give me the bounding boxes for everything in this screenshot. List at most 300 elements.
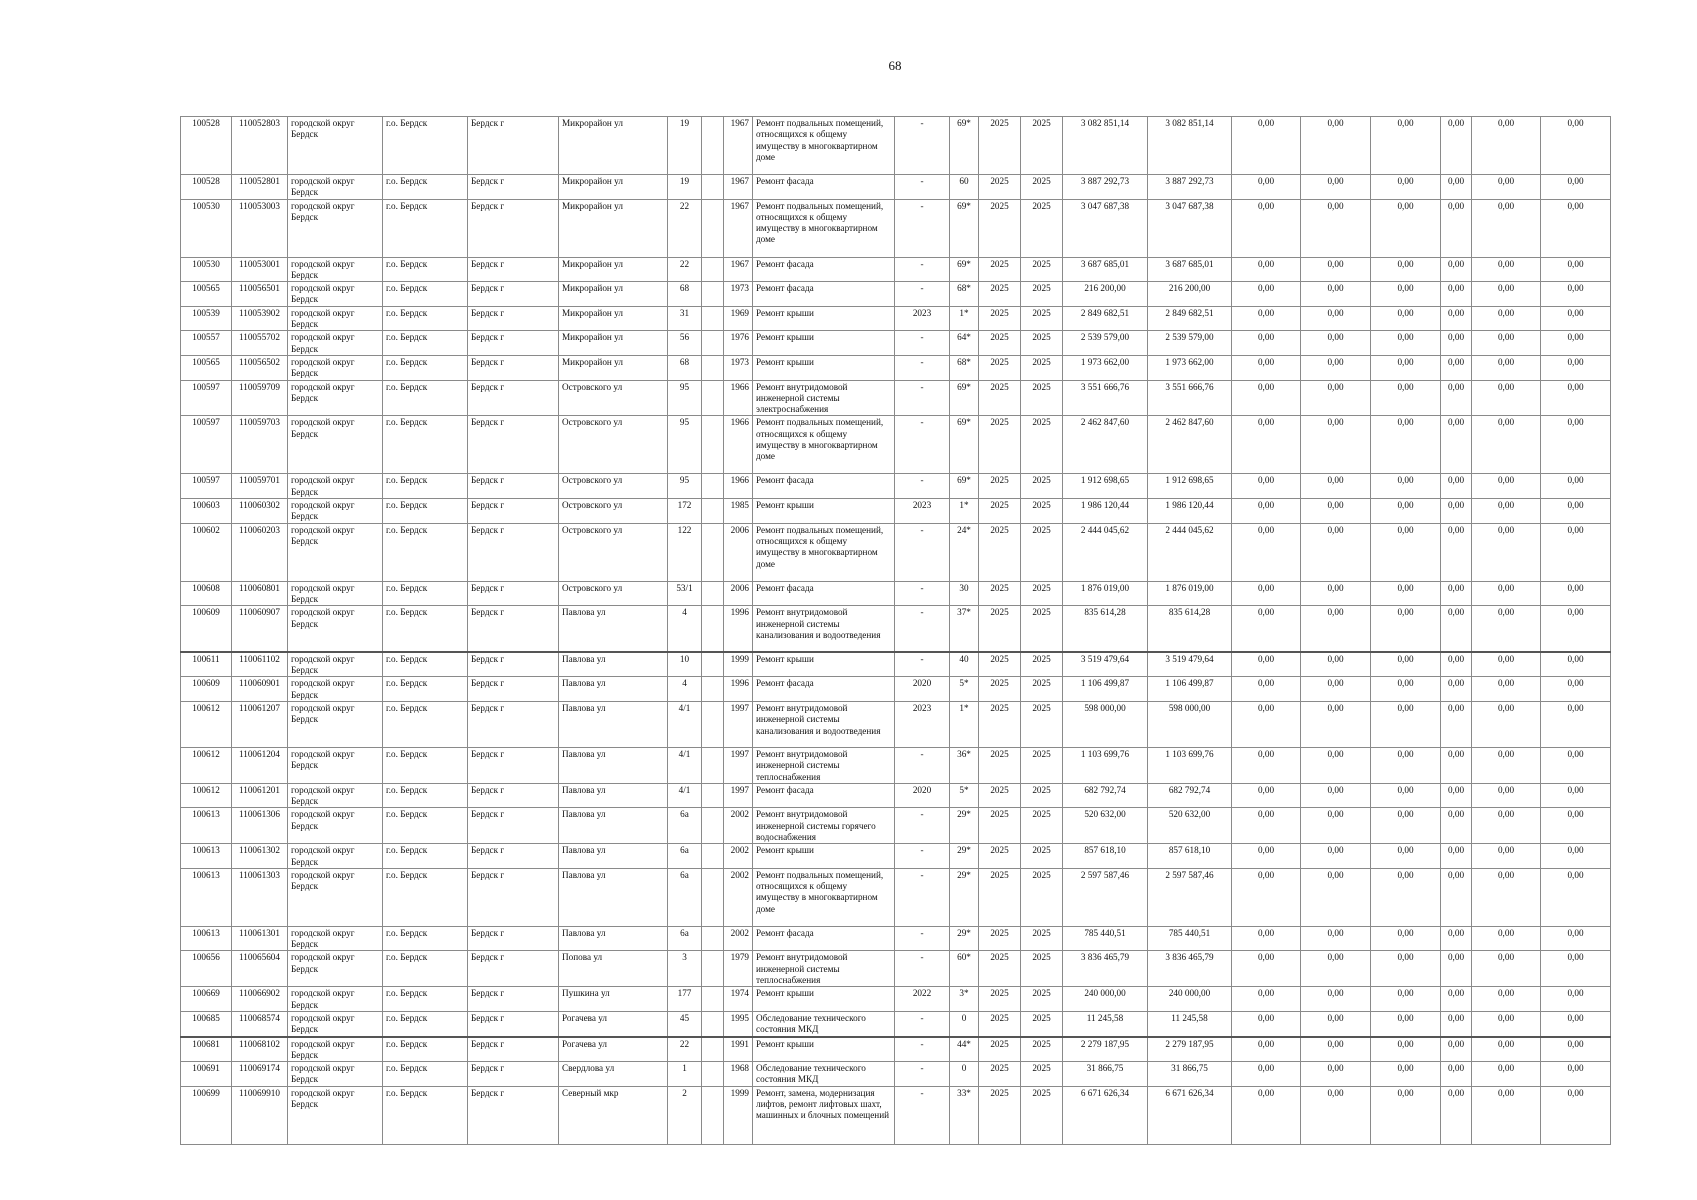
amount-b-cell: 0,00 xyxy=(1301,606,1371,652)
code-cell: 110052803 xyxy=(232,117,288,175)
year-cell: 1991 xyxy=(724,1037,753,1062)
work-type-cell: Ремонт фасада xyxy=(753,282,895,307)
street-cell: Павлова ул xyxy=(559,926,668,951)
plan-year-end-cell: 2025 xyxy=(1021,117,1063,175)
amount-e-cell: 0,00 xyxy=(1472,257,1541,282)
amount-e-cell: 0,00 xyxy=(1472,523,1541,581)
amount-f-cell: 0,00 xyxy=(1541,282,1611,307)
year-cell: 1968 xyxy=(724,1062,753,1087)
priority-cell: 0 xyxy=(950,1011,979,1036)
code-cell: 110061207 xyxy=(232,701,288,747)
work-type-cell: Ремонт внутридомовой инженерной системы канализования и водоотведения xyxy=(753,701,895,747)
street-cell: Павлова ул xyxy=(559,747,668,783)
amount-f-cell: 0,00 xyxy=(1541,199,1611,257)
amount-e-cell: 0,00 xyxy=(1472,606,1541,652)
amount-f-cell: 0,00 xyxy=(1541,474,1611,499)
amount-f-cell: 0,00 xyxy=(1541,306,1611,331)
work-type-cell: Ремонт крыши xyxy=(753,1037,895,1062)
code-cell: 110061302 xyxy=(232,844,288,869)
table-row xyxy=(181,987,1611,1012)
table-row xyxy=(181,199,1611,257)
amount-a-cell: 0,00 xyxy=(1232,926,1301,951)
plan-year-end-cell: 2025 xyxy=(1021,808,1063,844)
amount-d-cell: 0,00 xyxy=(1441,783,1472,808)
house-cell: 31 xyxy=(668,306,702,331)
priority-cell: 69* xyxy=(950,117,979,175)
year-cell: 1997 xyxy=(724,747,753,783)
work-type-cell: Ремонт фасада xyxy=(753,677,895,702)
total-cost-cell: 3 887 292,73 xyxy=(1063,175,1148,200)
code-cell: 110060901 xyxy=(232,677,288,702)
plan-year-end-cell: 2025 xyxy=(1021,987,1063,1012)
amount-d-cell: 0,00 xyxy=(1441,987,1472,1012)
table-row xyxy=(181,747,1611,783)
amount-a-cell: 0,00 xyxy=(1232,474,1301,499)
amount-b-cell: 0,00 xyxy=(1301,701,1371,747)
mo-cell: г.о. Бердск xyxy=(383,868,468,926)
amount-f-cell: 0,00 xyxy=(1541,606,1611,652)
amount-a-cell: 0,00 xyxy=(1232,652,1301,677)
priority-cell: 5* xyxy=(950,677,979,702)
amount-c-cell: 0,00 xyxy=(1371,523,1441,581)
amount-c-cell: 0,00 xyxy=(1371,808,1441,844)
house-cell: 122 xyxy=(668,523,702,581)
plan-year-end-cell: 2025 xyxy=(1021,523,1063,581)
code-cell: 110055702 xyxy=(232,331,288,356)
amount-a-cell: 0,00 xyxy=(1232,1037,1301,1062)
prev-year-cell: - xyxy=(895,257,950,282)
table-row xyxy=(181,926,1611,951)
amount-b-cell: 0,00 xyxy=(1301,199,1371,257)
amount-f-cell: 0,00 xyxy=(1541,581,1611,606)
blank-cell xyxy=(702,701,724,747)
municipality-cell: городской округ Бердск xyxy=(288,117,383,175)
blank-cell xyxy=(702,117,724,175)
plan-year-start-cell: 2025 xyxy=(979,355,1021,380)
row-id-cell: 100656 xyxy=(181,951,232,987)
amount-d-cell: 0,00 xyxy=(1441,677,1472,702)
year-cell: 1976 xyxy=(724,331,753,356)
code-cell: 110061204 xyxy=(232,747,288,783)
priority-cell: 69* xyxy=(950,380,979,416)
amount-f-cell: 0,00 xyxy=(1541,175,1611,200)
plan-year-end-cell: 2025 xyxy=(1021,474,1063,499)
amount-a-cell: 0,00 xyxy=(1232,783,1301,808)
year-cell: 1973 xyxy=(724,355,753,380)
mo-cell: г.о. Бердск xyxy=(383,844,468,869)
year-cell: 1974 xyxy=(724,987,753,1012)
amount-b-cell: 0,00 xyxy=(1301,808,1371,844)
blank-cell xyxy=(702,652,724,677)
amount-c-cell: 0,00 xyxy=(1371,282,1441,307)
amount-c-cell: 0,00 xyxy=(1371,951,1441,987)
city-cell: Бердск г xyxy=(468,499,559,524)
work-type-cell: Ремонт внутридомовой инженерной системы теплоснабжения xyxy=(753,951,895,987)
row-id-cell: 100609 xyxy=(181,677,232,702)
total-cost-cell: 1 876 019,00 xyxy=(1063,581,1148,606)
blank-cell xyxy=(702,1037,724,1062)
year-cell: 2006 xyxy=(724,581,753,606)
code-cell: 110069174 xyxy=(232,1062,288,1087)
amount-c-cell: 0,00 xyxy=(1371,306,1441,331)
year-cell: 1969 xyxy=(724,306,753,331)
table-row xyxy=(181,306,1611,331)
blank-cell xyxy=(702,1011,724,1036)
prev-year-cell: 2023 xyxy=(895,499,950,524)
table-row xyxy=(181,581,1611,606)
year-cell: 1966 xyxy=(724,380,753,416)
fund-cost-cell: 31 866,75 xyxy=(1148,1062,1232,1087)
blank-cell xyxy=(702,581,724,606)
amount-e-cell: 0,00 xyxy=(1472,117,1541,175)
plan-year-start-cell: 2025 xyxy=(979,1062,1021,1087)
amount-b-cell: 0,00 xyxy=(1301,257,1371,282)
plan-year-end-cell: 2025 xyxy=(1021,380,1063,416)
plan-year-start-cell: 2025 xyxy=(979,117,1021,175)
row-id-cell: 100609 xyxy=(181,606,232,652)
total-cost-cell: 2 597 587,46 xyxy=(1063,868,1148,926)
street-cell: Свердлова ул xyxy=(559,1062,668,1087)
amount-d-cell: 0,00 xyxy=(1441,380,1472,416)
plan-year-start-cell: 2025 xyxy=(979,175,1021,200)
fund-cost-cell: 1 876 019,00 xyxy=(1148,581,1232,606)
blank-cell xyxy=(702,1086,724,1144)
total-cost-cell: 2 849 682,51 xyxy=(1063,306,1148,331)
priority-cell: 24* xyxy=(950,523,979,581)
fund-cost-cell: 1 973 662,00 xyxy=(1148,355,1232,380)
city-cell: Бердск г xyxy=(468,783,559,808)
year-cell: 1967 xyxy=(724,117,753,175)
plan-year-end-cell: 2025 xyxy=(1021,1011,1063,1036)
street-cell: Павлова ул xyxy=(559,783,668,808)
code-cell: 110059709 xyxy=(232,380,288,416)
fund-cost-cell: 3 047 687,38 xyxy=(1148,199,1232,257)
amount-c-cell: 0,00 xyxy=(1371,747,1441,783)
amount-e-cell: 0,00 xyxy=(1472,677,1541,702)
prev-year-cell: - xyxy=(895,355,950,380)
fund-cost-cell: 835 614,28 xyxy=(1148,606,1232,652)
amount-c-cell: 0,00 xyxy=(1371,499,1441,524)
house-cell: 95 xyxy=(668,380,702,416)
house-cell: 4 xyxy=(668,606,702,652)
priority-cell: 0 xyxy=(950,1062,979,1087)
priority-cell: 3* xyxy=(950,987,979,1012)
row-id-cell: 100669 xyxy=(181,987,232,1012)
year-cell: 2002 xyxy=(724,808,753,844)
amount-e-cell: 0,00 xyxy=(1472,783,1541,808)
street-cell: Рогачева ул xyxy=(559,1037,668,1062)
row-id-cell: 100539 xyxy=(181,306,232,331)
municipality-cell: городской округ Бердск xyxy=(288,331,383,356)
street-cell: Пушкина ул xyxy=(559,987,668,1012)
mo-cell: г.о. Бердск xyxy=(383,926,468,951)
amount-e-cell: 0,00 xyxy=(1472,652,1541,677)
total-cost-cell: 598 000,00 xyxy=(1063,701,1148,747)
code-cell: 110053902 xyxy=(232,306,288,331)
street-cell: Павлова ул xyxy=(559,652,668,677)
work-type-cell: Ремонт фасада xyxy=(753,175,895,200)
priority-cell: 33* xyxy=(950,1086,979,1144)
amount-e-cell: 0,00 xyxy=(1472,355,1541,380)
blank-cell xyxy=(702,987,724,1012)
street-cell: Павлова ул xyxy=(559,701,668,747)
street-cell: Микрорайон ул xyxy=(559,331,668,356)
blank-cell xyxy=(702,868,724,926)
fund-cost-cell: 598 000,00 xyxy=(1148,701,1232,747)
page-number: 68 xyxy=(888,58,902,73)
work-type-cell: Ремонт крыши xyxy=(753,355,895,380)
amount-f-cell: 0,00 xyxy=(1541,523,1611,581)
table-row xyxy=(181,951,1611,987)
municipality-cell: городской округ Бердск xyxy=(288,606,383,652)
house-cell: 19 xyxy=(668,117,702,175)
amount-d-cell: 0,00 xyxy=(1441,701,1472,747)
year-cell: 1999 xyxy=(724,652,753,677)
plan-year-end-cell: 2025 xyxy=(1021,606,1063,652)
work-type-cell: Ремонт крыши xyxy=(753,499,895,524)
priority-cell: 1* xyxy=(950,701,979,747)
amount-c-cell: 0,00 xyxy=(1371,1062,1441,1087)
plan-year-end-cell: 2025 xyxy=(1021,951,1063,987)
amount-b-cell: 0,00 xyxy=(1301,868,1371,926)
amount-b-cell: 0,00 xyxy=(1301,416,1371,474)
amount-d-cell: 0,00 xyxy=(1441,416,1472,474)
mo-cell: г.о. Бердск xyxy=(383,606,468,652)
priority-cell: 40 xyxy=(950,652,979,677)
prev-year-cell: - xyxy=(895,199,950,257)
house-cell: 53/1 xyxy=(668,581,702,606)
amount-f-cell: 0,00 xyxy=(1541,1037,1611,1062)
city-cell: Бердск г xyxy=(468,199,559,257)
amount-f-cell: 0,00 xyxy=(1541,1062,1611,1087)
plan-year-start-cell: 2025 xyxy=(979,677,1021,702)
amount-f-cell: 0,00 xyxy=(1541,331,1611,356)
total-cost-cell: 11 245,58 xyxy=(1063,1011,1148,1036)
plan-year-start-cell: 2025 xyxy=(979,416,1021,474)
amount-b-cell: 0,00 xyxy=(1301,474,1371,499)
plan-year-end-cell: 2025 xyxy=(1021,844,1063,869)
row-id-cell: 100528 xyxy=(181,117,232,175)
total-cost-cell: 3 836 465,79 xyxy=(1063,951,1148,987)
city-cell: Бердск г xyxy=(468,652,559,677)
fund-cost-cell: 2 539 579,00 xyxy=(1148,331,1232,356)
municipality-cell: городской округ Бердск xyxy=(288,1011,383,1036)
row-id-cell: 100612 xyxy=(181,747,232,783)
amount-e-cell: 0,00 xyxy=(1472,1011,1541,1036)
work-type-cell: Ремонт внутридомовой инженерной системы теплоснабжения xyxy=(753,747,895,783)
fund-cost-cell: 2 279 187,95 xyxy=(1148,1037,1232,1062)
amount-c-cell: 0,00 xyxy=(1371,652,1441,677)
code-cell: 110068102 xyxy=(232,1037,288,1062)
total-cost-cell: 3 082 851,14 xyxy=(1063,117,1148,175)
amount-f-cell: 0,00 xyxy=(1541,355,1611,380)
amount-b-cell: 0,00 xyxy=(1301,331,1371,356)
amount-b-cell: 0,00 xyxy=(1301,523,1371,581)
amount-e-cell: 0,00 xyxy=(1472,331,1541,356)
amount-a-cell: 0,00 xyxy=(1232,175,1301,200)
amount-d-cell: 0,00 xyxy=(1441,175,1472,200)
house-cell: 6а xyxy=(668,926,702,951)
street-cell: Островского ул xyxy=(559,416,668,474)
code-cell: 110066902 xyxy=(232,987,288,1012)
total-cost-cell: 520 632,00 xyxy=(1063,808,1148,844)
fund-cost-cell: 6 671 626,34 xyxy=(1148,1086,1232,1144)
amount-f-cell: 0,00 xyxy=(1541,951,1611,987)
street-cell: Микрорайон ул xyxy=(559,306,668,331)
row-id-cell: 100530 xyxy=(181,199,232,257)
plan-year-end-cell: 2025 xyxy=(1021,926,1063,951)
work-type-cell: Ремонт, замена, модернизация лифтов, ремонт лифтовых шахт, машинных и блочных помещений xyxy=(753,1086,895,1144)
priority-cell: 60* xyxy=(950,951,979,987)
mo-cell: г.о. Бердск xyxy=(383,523,468,581)
city-cell: Бердск г xyxy=(468,523,559,581)
priority-cell: 29* xyxy=(950,868,979,926)
amount-e-cell: 0,00 xyxy=(1472,474,1541,499)
work-type-cell: Ремонт подвальных помещений, относящихся к общему имуществу в многоквартирном доме xyxy=(753,416,895,474)
plan-year-end-cell: 2025 xyxy=(1021,1037,1063,1062)
code-cell: 110052801 xyxy=(232,175,288,200)
prev-year-cell: - xyxy=(895,117,950,175)
amount-d-cell: 0,00 xyxy=(1441,1011,1472,1036)
amount-b-cell: 0,00 xyxy=(1301,355,1371,380)
fund-cost-cell: 1 912 698,65 xyxy=(1148,474,1232,499)
year-cell: 2002 xyxy=(724,868,753,926)
row-id-cell: 100557 xyxy=(181,331,232,356)
year-cell: 1966 xyxy=(724,474,753,499)
row-id-cell: 100685 xyxy=(181,1011,232,1036)
prev-year-cell: - xyxy=(895,652,950,677)
row-id-cell: 100603 xyxy=(181,499,232,524)
work-type-cell: Обследование технического состояния МКД xyxy=(753,1011,895,1036)
amount-a-cell: 0,00 xyxy=(1232,868,1301,926)
amount-d-cell: 0,00 xyxy=(1441,606,1472,652)
work-type-cell: Ремонт подвальных помещений, относящихся к общему имуществу в многоквартирном доме xyxy=(753,199,895,257)
amount-f-cell: 0,00 xyxy=(1541,747,1611,783)
table-row xyxy=(181,257,1611,282)
amount-f-cell: 0,00 xyxy=(1541,677,1611,702)
amount-f-cell: 0,00 xyxy=(1541,701,1611,747)
amount-e-cell: 0,00 xyxy=(1472,1062,1541,1087)
code-cell: 110056502 xyxy=(232,355,288,380)
street-cell: Павлова ул xyxy=(559,677,668,702)
amount-e-cell: 0,00 xyxy=(1472,701,1541,747)
amount-a-cell: 0,00 xyxy=(1232,355,1301,380)
amount-f-cell: 0,00 xyxy=(1541,117,1611,175)
amount-f-cell: 0,00 xyxy=(1541,783,1611,808)
table-row xyxy=(181,175,1611,200)
year-cell: 1997 xyxy=(724,701,753,747)
code-cell: 110053003 xyxy=(232,199,288,257)
work-type-cell: Обследование технического состояния МКД xyxy=(753,1062,895,1087)
municipality-cell: городской округ Бердск xyxy=(288,199,383,257)
amount-e-cell: 0,00 xyxy=(1472,926,1541,951)
mo-cell: г.о. Бердск xyxy=(383,499,468,524)
row-id-cell: 100602 xyxy=(181,523,232,581)
total-cost-cell: 835 614,28 xyxy=(1063,606,1148,652)
fund-cost-cell: 785 440,51 xyxy=(1148,926,1232,951)
amount-c-cell: 0,00 xyxy=(1371,117,1441,175)
amount-b-cell: 0,00 xyxy=(1301,677,1371,702)
fund-cost-cell: 857 618,10 xyxy=(1148,844,1232,869)
table-row xyxy=(181,1037,1611,1062)
amount-a-cell: 0,00 xyxy=(1232,416,1301,474)
prev-year-cell: 2023 xyxy=(895,701,950,747)
city-cell: Бердск г xyxy=(468,926,559,951)
house-cell: 1 xyxy=(668,1062,702,1087)
amount-e-cell: 0,00 xyxy=(1472,199,1541,257)
plan-year-end-cell: 2025 xyxy=(1021,677,1063,702)
prev-year-cell: - xyxy=(895,380,950,416)
amount-c-cell: 0,00 xyxy=(1371,175,1441,200)
city-cell: Бердск г xyxy=(468,747,559,783)
plan-year-start-cell: 2025 xyxy=(979,844,1021,869)
amount-a-cell: 0,00 xyxy=(1232,747,1301,783)
city-cell: Бердск г xyxy=(468,1086,559,1144)
house-cell: 22 xyxy=(668,1037,702,1062)
street-cell: Микрорайон ул xyxy=(559,199,668,257)
work-type-cell: Ремонт крыши xyxy=(753,987,895,1012)
mo-cell: г.о. Бердск xyxy=(383,1086,468,1144)
prev-year-cell: 2020 xyxy=(895,677,950,702)
street-cell: Микрорайон ул xyxy=(559,175,668,200)
code-cell: 110060907 xyxy=(232,606,288,652)
house-cell: 4/1 xyxy=(668,783,702,808)
blank-cell xyxy=(702,380,724,416)
prev-year-cell: - xyxy=(895,175,950,200)
amount-b-cell: 0,00 xyxy=(1301,581,1371,606)
municipality-cell: городской округ Бердск xyxy=(288,926,383,951)
municipality-cell: городской округ Бердск xyxy=(288,844,383,869)
blank-cell xyxy=(702,1062,724,1087)
house-cell: 6а xyxy=(668,844,702,869)
row-id-cell: 100612 xyxy=(181,701,232,747)
code-cell: 110053001 xyxy=(232,257,288,282)
municipality-cell: городской округ Бердск xyxy=(288,701,383,747)
priority-cell: 30 xyxy=(950,581,979,606)
city-cell: Бердск г xyxy=(468,1062,559,1087)
blank-cell xyxy=(702,523,724,581)
code-cell: 110060302 xyxy=(232,499,288,524)
prev-year-cell: 2022 xyxy=(895,987,950,1012)
fund-cost-cell: 3 687 685,01 xyxy=(1148,257,1232,282)
amount-a-cell: 0,00 xyxy=(1232,380,1301,416)
amount-c-cell: 0,00 xyxy=(1371,677,1441,702)
amount-e-cell: 0,00 xyxy=(1472,175,1541,200)
mo-cell: г.о. Бердск xyxy=(383,474,468,499)
prev-year-cell: - xyxy=(895,474,950,499)
amount-b-cell: 0,00 xyxy=(1301,1086,1371,1144)
amount-f-cell: 0,00 xyxy=(1541,380,1611,416)
plan-year-end-cell: 2025 xyxy=(1021,331,1063,356)
amount-c-cell: 0,00 xyxy=(1371,355,1441,380)
table-row xyxy=(181,380,1611,416)
prev-year-cell: - xyxy=(895,523,950,581)
municipality-cell: городской округ Бердск xyxy=(288,808,383,844)
amount-c-cell: 0,00 xyxy=(1371,1037,1441,1062)
mo-cell: г.о. Бердск xyxy=(383,257,468,282)
amount-b-cell: 0,00 xyxy=(1301,380,1371,416)
year-cell: 1995 xyxy=(724,1011,753,1036)
municipality-cell: городской округ Бердск xyxy=(288,1062,383,1087)
amount-d-cell: 0,00 xyxy=(1441,747,1472,783)
plan-year-start-cell: 2025 xyxy=(979,306,1021,331)
plan-year-start-cell: 2025 xyxy=(979,1011,1021,1036)
table-row xyxy=(181,474,1611,499)
municipality-cell: городской округ Бердск xyxy=(288,282,383,307)
priority-cell: 64* xyxy=(950,331,979,356)
work-type-cell: Ремонт внутридомовой инженерной системы горячего водоснабжения xyxy=(753,808,895,844)
table-row xyxy=(181,117,1611,175)
